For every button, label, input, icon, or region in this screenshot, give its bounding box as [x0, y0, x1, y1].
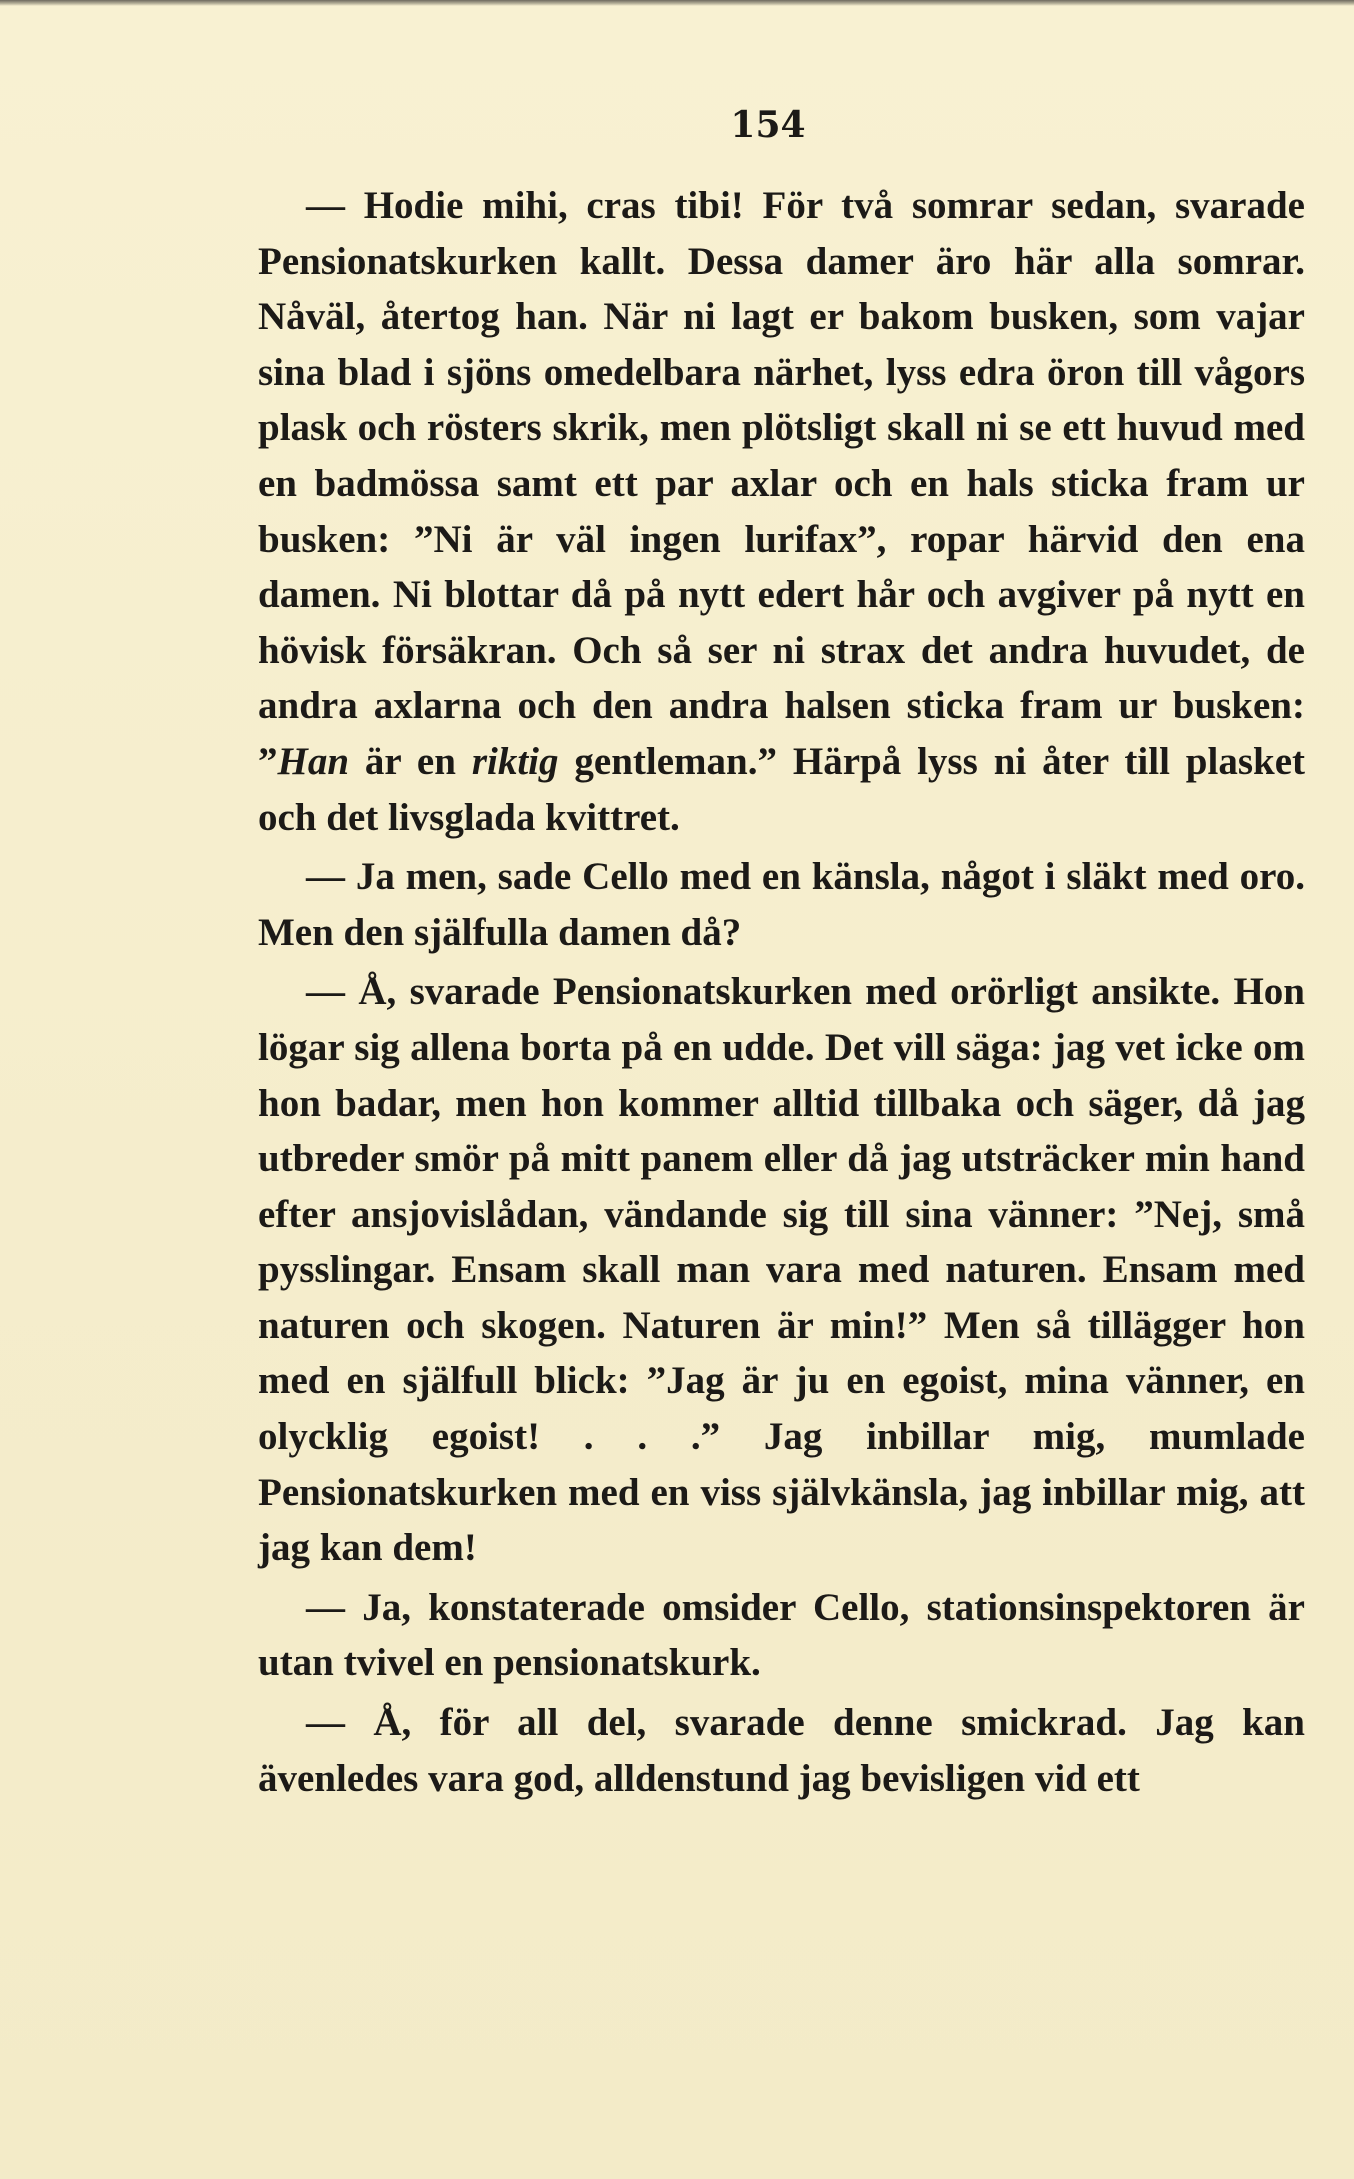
text-run: — Ja men, sade Cello med en känsla, något i släkt med oro. Men den själfulla damen då? [258, 855, 1305, 954]
text-run: gentleman.” Härpå lyss ni åter till plasket och det livsglada kvittret. [258, 739, 1305, 839]
italic-riktig: riktig [471, 739, 559, 783]
text-run: — Ja, konstaterade omsider Cello, stationsinspektoren är utan tvivel en pensionatskurk. [258, 1585, 1305, 1685]
paragraph-svarade-pensionatskurken [258, 964, 1305, 1576]
text-run: är en [349, 739, 472, 783]
text-run: — Å, för all del, svarade denne smickrad. Jag kan ävenledes vara god, alldenstund jag bevisligen vid ett [258, 1701, 1305, 1800]
page-number: 154 [730, 104, 806, 146]
page-top-edge [0, 0, 1354, 6]
text-run: — Hodie mihi, cras tibi! För två somrar sedan, svarade Pensionatskurken kallt. Dessa damer äro här alla somrar. Nåväl, återtog han. När ni lagt er bakom busken, som vajar sina blad i sjöns omedelbara närhet, lyss edra öron till vågors plask och rösters skrik, men plötsligt skall ni se ett huvud med en badmössa samt ett par axlar och en hals sticka fram ur busken: ”Ni är väl ingen lurifax”, ropar härvid den ena damen. Ni blottar då på nytt edert hår och avgiver på nytt en hövisk försäkran. Och så ser ni strax det andra huvudet, de andra axlarna och den andra halsen sticka fram ur busken: ” [258, 184, 1305, 783]
italic-han: Han [277, 739, 350, 783]
paragraph-hodie-mihi [258, 178, 1305, 845]
text-run: — Å, svarade Pensionatskurken med orörligt ansikte. Hon lögar sig allena borta på en udde. Det vill säga: jag vet icke om hon badar, men hon kommer alltid tillbaka och säger, då jag utbreder smör på mitt panem eller då jag utsträcker min hand efter ansjovislådan, vändande sig till sina vänner: ”Nej, små pysslingar. Ensam skall man vara med naturen. Ensam med naturen och skogen. Naturen är min!” Men så tillägger hon med en själfull blick: ”Jag är ju en egoist, mina vänner, en olycklig egoist! . . .” Jag inbillar mig, mumlade Pensionatskurken med en viss självkänsla, jag inbillar mig, att jag kan dem! [258, 970, 1305, 1570]
paragraph-konstaterade [258, 1580, 1305, 1691]
paragraph-for-all-del [258, 1695, 1305, 1806]
paragraph-ja-men [258, 849, 1305, 960]
body-text [258, 178, 1305, 1810]
